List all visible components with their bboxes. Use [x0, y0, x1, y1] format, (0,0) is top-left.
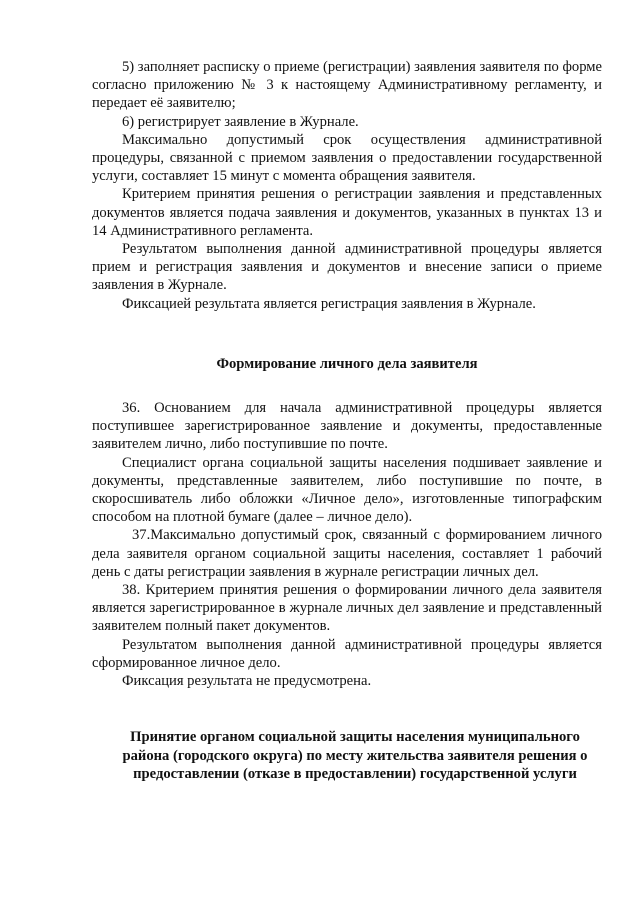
paragraph: Специалист органа социальной защиты населения подшивает заявление и документы, представленные заявителем, либо поступившие по почте, в скоросшиватель либо обложки «Личное дело», изготовленные типографским способом на плотной бумаге (далее – личное дело). [92, 454, 602, 526]
paragraph: Фиксацией результата является регистрация заявления в Журнале. [122, 295, 536, 312]
paragraph: Максимально допустимый срок осуществления административной процедуры, связанной с приемом заявления о предоставлении государственной услуги, составляет 15 минут с момента обращения заявителя. [92, 131, 602, 185]
paragraph: Результатом выполнения данной административной процедуры является прием и регистрация заявления и документов и внесение записи о приеме заявления в Журнале. [92, 241, 602, 294]
paragraph: 5) заполняет расписку о приеме (регистрации) заявления заявителя по форме согласно приложению № 3 к настоящему Административному регламенту, и передает её заявителю; [92, 59, 602, 112]
paragraph: Фиксация результата не предусмотрена. [122, 673, 372, 690]
section-heading-decision: Принятие органом социальной защиты населения муниципального района (городского округа) по месту жительства заявителя решения о предоставлении (отказе в предоставлении) государственной услуги [122, 729, 588, 782]
paragraph: 37.Максимально допустимый срок, связанный с формированием личного дела заявителя органом социальной защиты населения, составляет 1 рабочий день с даты регистрации заявления в журнале регистрации личных дел. [92, 527, 602, 580]
paragraph: Результатом выполнения данной административной процедуры является сформированное личное дело. [92, 636, 602, 671]
paragraph: 6) регистрирует заявление в Журнале. [122, 113, 359, 130]
section-heading-personal-file: Формирование личного дела заявителя [216, 355, 478, 372]
paragraph: Критерием принятия решения о регистрации заявления и представленных документов является подача заявления и документов, указанных в пунктах 13 и 14 Административного регламента. [92, 186, 602, 239]
paragraph: 36. Основанием для начала административной процедуры является поступившее зарегистрированное заявление и документы, предоставленные заявителем лично, либо поступившие по почте. [92, 400, 602, 453]
paragraph: 38. Критерием принятия решения о формировании личного дела заявителя является зарегистрированное в журнале личных дел заявление и представленный заявителем полный пакет документов. [92, 582, 602, 635]
